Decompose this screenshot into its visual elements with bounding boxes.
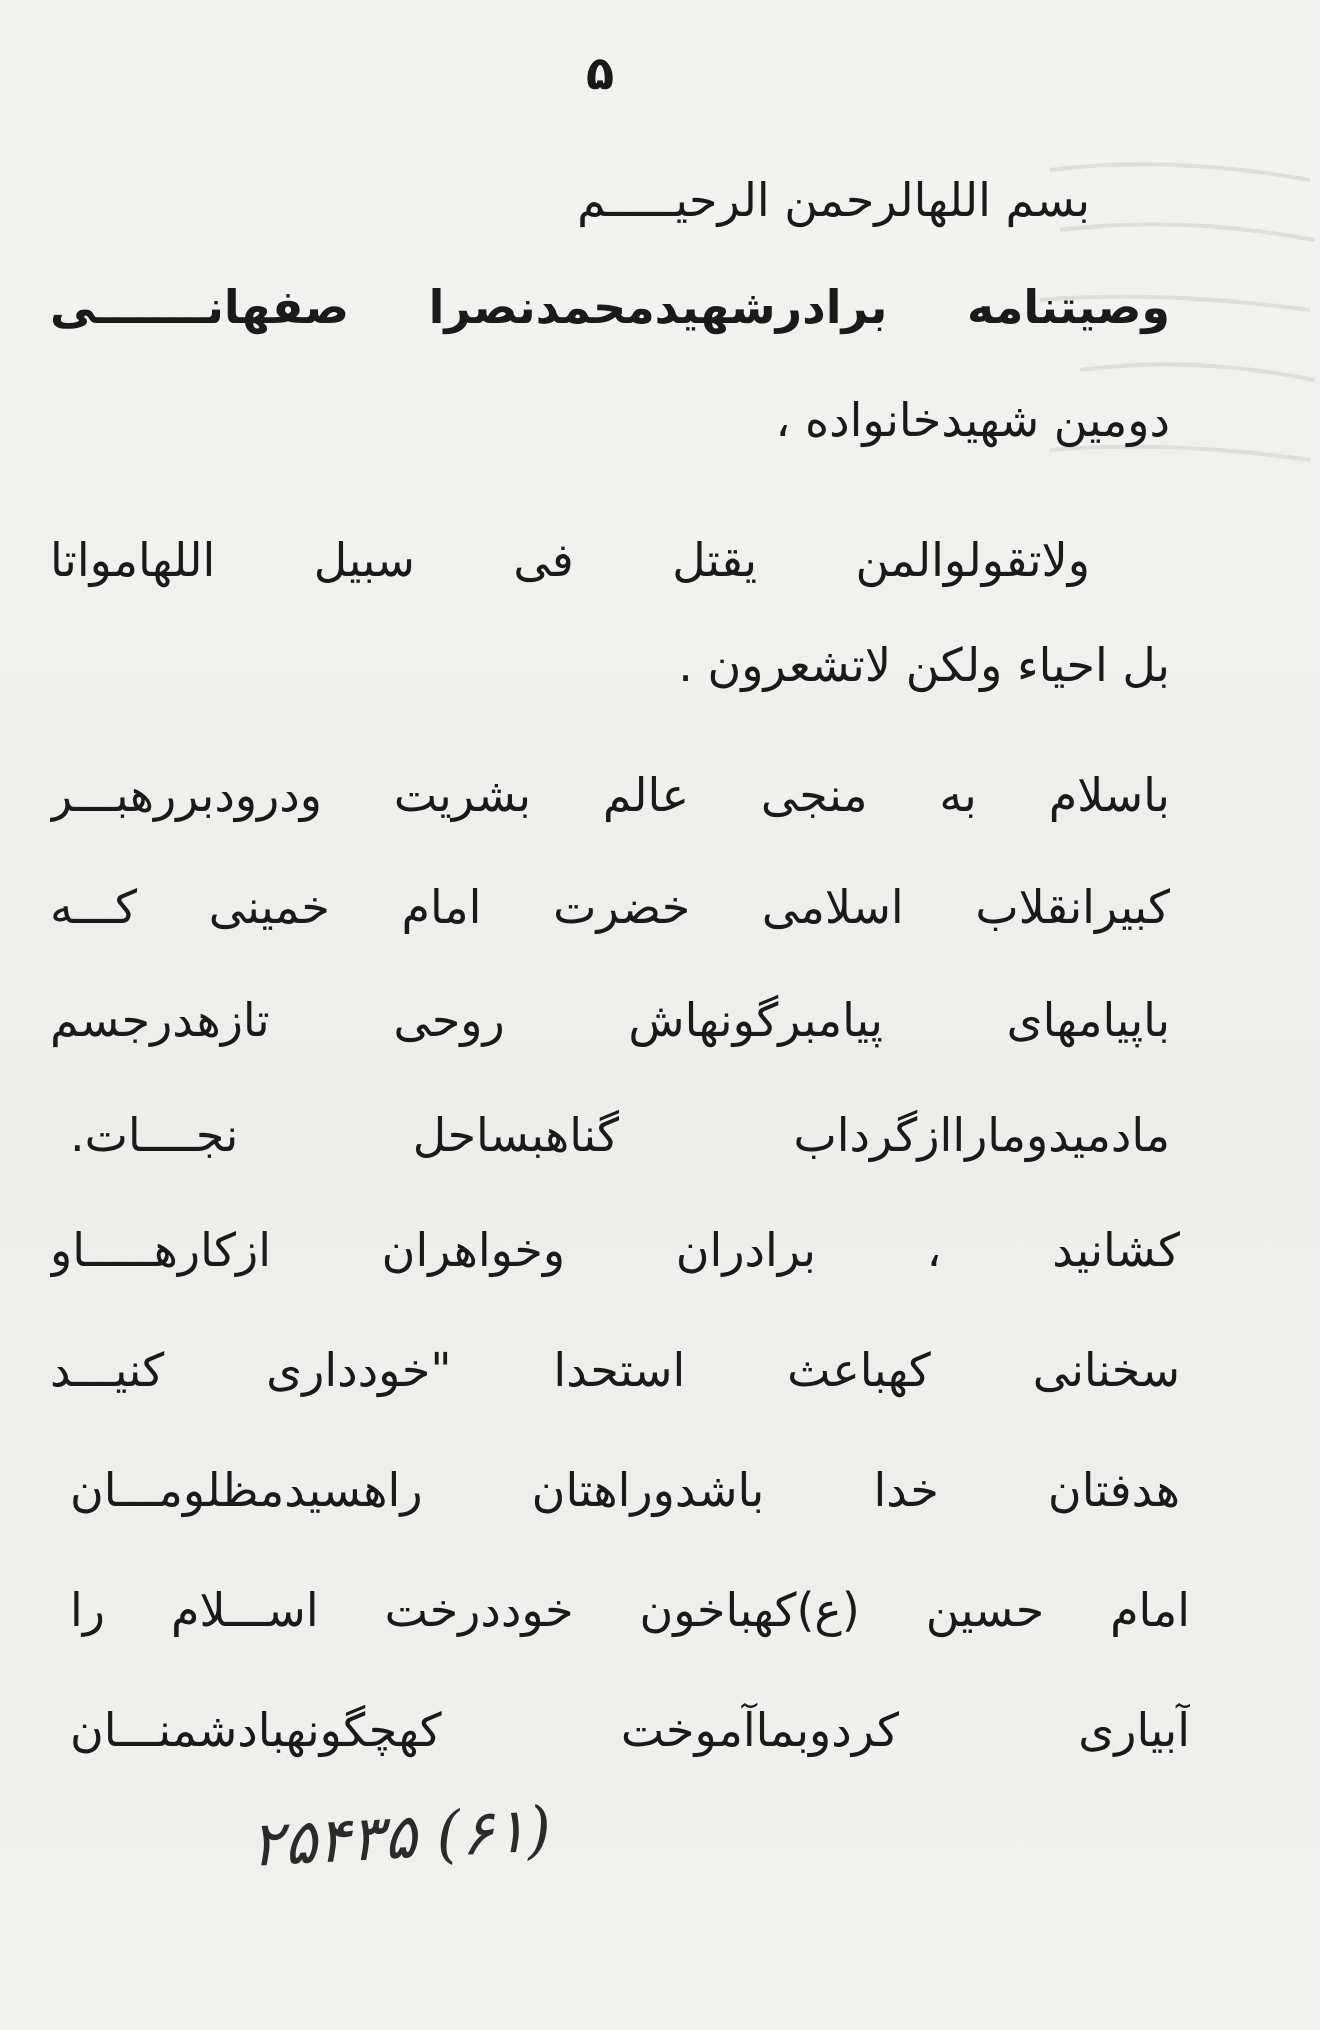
quran-verse-line-1: ولاتقولوالمن یقتل فی سبیل اللهامواتا (50, 533, 1090, 587)
body-line-1: باسلام به منجی عالم بشریت ودرودبررهبـــر (50, 768, 1170, 822)
body-line-5: کشانید ، برادران وخواهران ازکارهـــــاو (50, 1223, 1180, 1277)
body-line-7: هدفتان خدا باشدوراهتان راهسیدمظلومـــان (70, 1463, 1180, 1517)
body-line-2: کبیرانقلاب اسلامی خضرت امام خمینی کـــه (50, 880, 1170, 934)
body-line-6: سخنانی کهباعث استحدا "خودداری کنیـــد (50, 1343, 1180, 1397)
page-number: ۵ (585, 46, 615, 100)
body-line-3: باپیامهای پیامبرگونهاش روحی تازهدرجسم (50, 993, 1170, 1047)
document-subtitle-line: دومین شهیدخانواده ، (775, 393, 1170, 447)
body-line-4: مادمیدوماراازگرداب گناهبساحل نجــــات. (70, 1108, 1170, 1162)
basmala-line: بسم اللهالرحمن الرحیـــــم (577, 173, 1090, 227)
document-title-line: وصیتنامه برادرشهیدمحمدنصرا صفهانـــــــی (50, 280, 1170, 334)
body-line-9: آبیاری کردوبماآموخت کهچگونهبادشمنـــان (70, 1703, 1190, 1757)
handwritten-archive-number: (۶۱) ۲۵۴۳۵ (248, 1792, 553, 1881)
body-line-8: امام حسین (ع)کهباخون خوددرخت اســـلام را (70, 1583, 1190, 1637)
quran-verse-line-2: بل احیاء ولکن لاتشعرون . (678, 638, 1170, 692)
